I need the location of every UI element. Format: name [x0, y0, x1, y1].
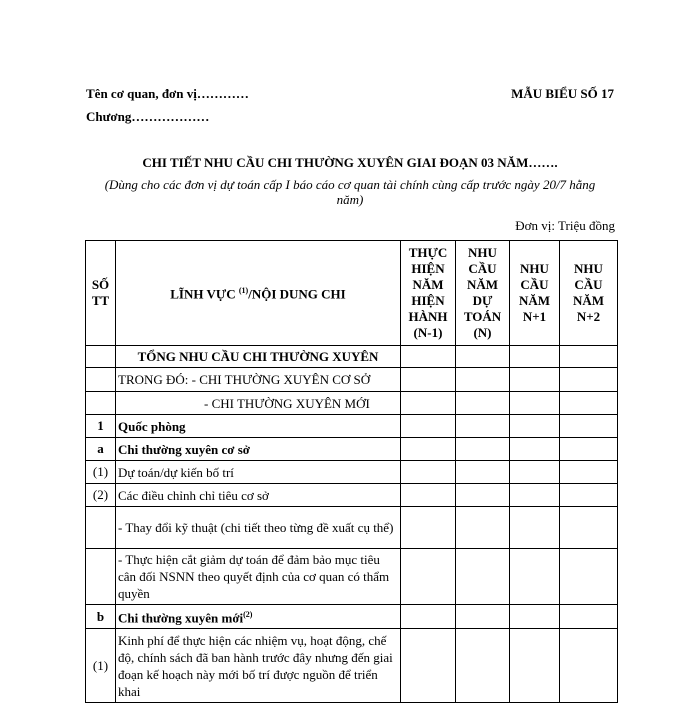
row-content: Quốc phòng [116, 415, 401, 438]
cell-year-n1 [510, 629, 560, 703]
cell-budget-year [456, 392, 510, 415]
unit-label: Đơn vị: Triệu đồng [515, 218, 615, 233]
row-stt: (1) [86, 461, 116, 484]
row-content: Kinh phí để thực hiện các nhiệm vụ, hoạt động, chế độ, chính sách đã ban hành trước đây nhưng đến giai đoạn kế hoạch này mới bố trí được nguồn để triển khai [116, 629, 401, 703]
cell-budget-year [456, 549, 510, 605]
cell-year-n2 [560, 605, 618, 629]
cell-current-year [401, 629, 456, 703]
row-content: TRONG ĐÓ: - CHI THƯỜNG XUYÊN CƠ SỞ [116, 368, 401, 392]
col-header-year-n1: NHU CẦU NĂM N+1 [510, 241, 560, 346]
cell-year-n2 [560, 346, 618, 368]
form-number: MẪU BIỂU SỐ 17 [511, 86, 614, 101]
row-stt [86, 392, 116, 415]
col-header-field-suffix: /NỘI DUNG CHI [248, 286, 346, 302]
document-title: CHI TIẾT NHU CẦU CHI THƯỜNG XUYÊN GIAI ĐOẠN 03 NĂM……. [142, 155, 558, 170]
col-header-stt: SỐ TT [86, 241, 116, 346]
expenditure-table [85, 240, 618, 703]
table-row [86, 605, 618, 629]
col-header-current-year: THỰC HIỆN NĂM HIỆN HÀNH (N-1) [401, 241, 456, 346]
cell-year-n1 [510, 484, 560, 507]
agency-name-line: Tên cơ quan, đơn vị………… [86, 86, 249, 101]
cell-budget-year [456, 629, 510, 703]
row-stt: a [86, 438, 116, 461]
row-content: TỔNG NHU CẦU CHI THƯỜNG XUYÊN [116, 346, 401, 368]
table-row [86, 392, 618, 415]
row-stt: b [86, 605, 116, 629]
cell-year-n1 [510, 549, 560, 605]
table-header-row [86, 241, 618, 346]
cell-current-year [401, 461, 456, 484]
row-stt [86, 346, 116, 368]
cell-budget-year [456, 484, 510, 507]
row-stt [86, 549, 116, 605]
row-stt [86, 368, 116, 392]
table-row [86, 461, 618, 484]
row-stt: 1 [86, 415, 116, 438]
col-header-budget-year: NHU CẦU NĂM DỰ TOÁN (N) [456, 241, 510, 346]
table-row [86, 346, 618, 368]
cell-current-year [401, 346, 456, 368]
cell-current-year [401, 392, 456, 415]
cell-year-n2 [560, 368, 618, 392]
table-row [86, 629, 618, 703]
cell-year-n2 [560, 484, 618, 507]
row-content: Các điều chỉnh chỉ tiêu cơ sở [116, 484, 401, 507]
table-row [86, 438, 618, 461]
cell-budget-year [456, 415, 510, 438]
cell-year-n1 [510, 438, 560, 461]
cell-current-year [401, 507, 456, 549]
chapter-line: Chương……………… [86, 109, 210, 124]
row-content: - Thay đổi kỹ thuật (chi tiết theo từng đề xuất cụ thể) [116, 507, 401, 549]
cell-year-n1 [510, 605, 560, 629]
cell-current-year [401, 605, 456, 629]
cell-year-n1 [510, 392, 560, 415]
cell-budget-year [456, 461, 510, 484]
row-content: - CHI THƯỜNG XUYÊN MỚI [116, 392, 401, 415]
cell-year-n2 [560, 415, 618, 438]
cell-budget-year [456, 346, 510, 368]
col-header-field-note: (1) [238, 286, 249, 296]
table-row [86, 549, 618, 605]
col-header-field-label: LĨNH VỰC [170, 286, 236, 302]
col-header-year-n2: NHU CẦU NĂM N+2 [560, 241, 618, 346]
table-row [86, 507, 618, 549]
col-header-field [116, 241, 401, 346]
cell-year-n1 [510, 346, 560, 368]
cell-budget-year [456, 507, 510, 549]
cell-year-n2 [560, 438, 618, 461]
cell-year-n2 [560, 507, 618, 549]
document-subtitle: (Dùng cho các đơn vị dự toán cấp I báo cáo cơ quan tài chính cùng cấp trước ngày 20/7 hằng năm) [104, 177, 596, 207]
cell-budget-year [456, 368, 510, 392]
table-row [86, 368, 618, 392]
row-content: - Thực hiện cắt giảm dự toán để đảm bảo mục tiêu cân đối NSNN theo quyết định của cơ quan có thẩm quyền [116, 549, 401, 605]
table-row [86, 415, 618, 438]
cell-current-year [401, 368, 456, 392]
row-content [116, 605, 401, 629]
cell-year-n2 [560, 392, 618, 415]
cell-year-n1 [510, 368, 560, 392]
table-row [86, 484, 618, 507]
cell-year-n2 [560, 629, 618, 703]
row-stt: (2) [86, 484, 116, 507]
cell-current-year [401, 484, 456, 507]
row-content: Chi thường xuyên cơ sở [116, 438, 401, 461]
cell-current-year [401, 549, 456, 605]
cell-budget-year [456, 438, 510, 461]
cell-year-n1 [510, 415, 560, 438]
row-content-note: (2) [243, 610, 253, 620]
cell-budget-year [456, 605, 510, 629]
row-content: Dự toán/dự kiến bố trí [116, 461, 401, 484]
row-stt: (1) [86, 629, 116, 703]
cell-current-year [401, 415, 456, 438]
cell-current-year [401, 438, 456, 461]
row-stt [86, 507, 116, 549]
row-content-text: Chi thường xuyên mới [118, 610, 244, 626]
cell-year-n2 [560, 549, 618, 605]
cell-year-n2 [560, 461, 618, 484]
cell-year-n1 [510, 461, 560, 484]
cell-year-n1 [510, 507, 560, 549]
